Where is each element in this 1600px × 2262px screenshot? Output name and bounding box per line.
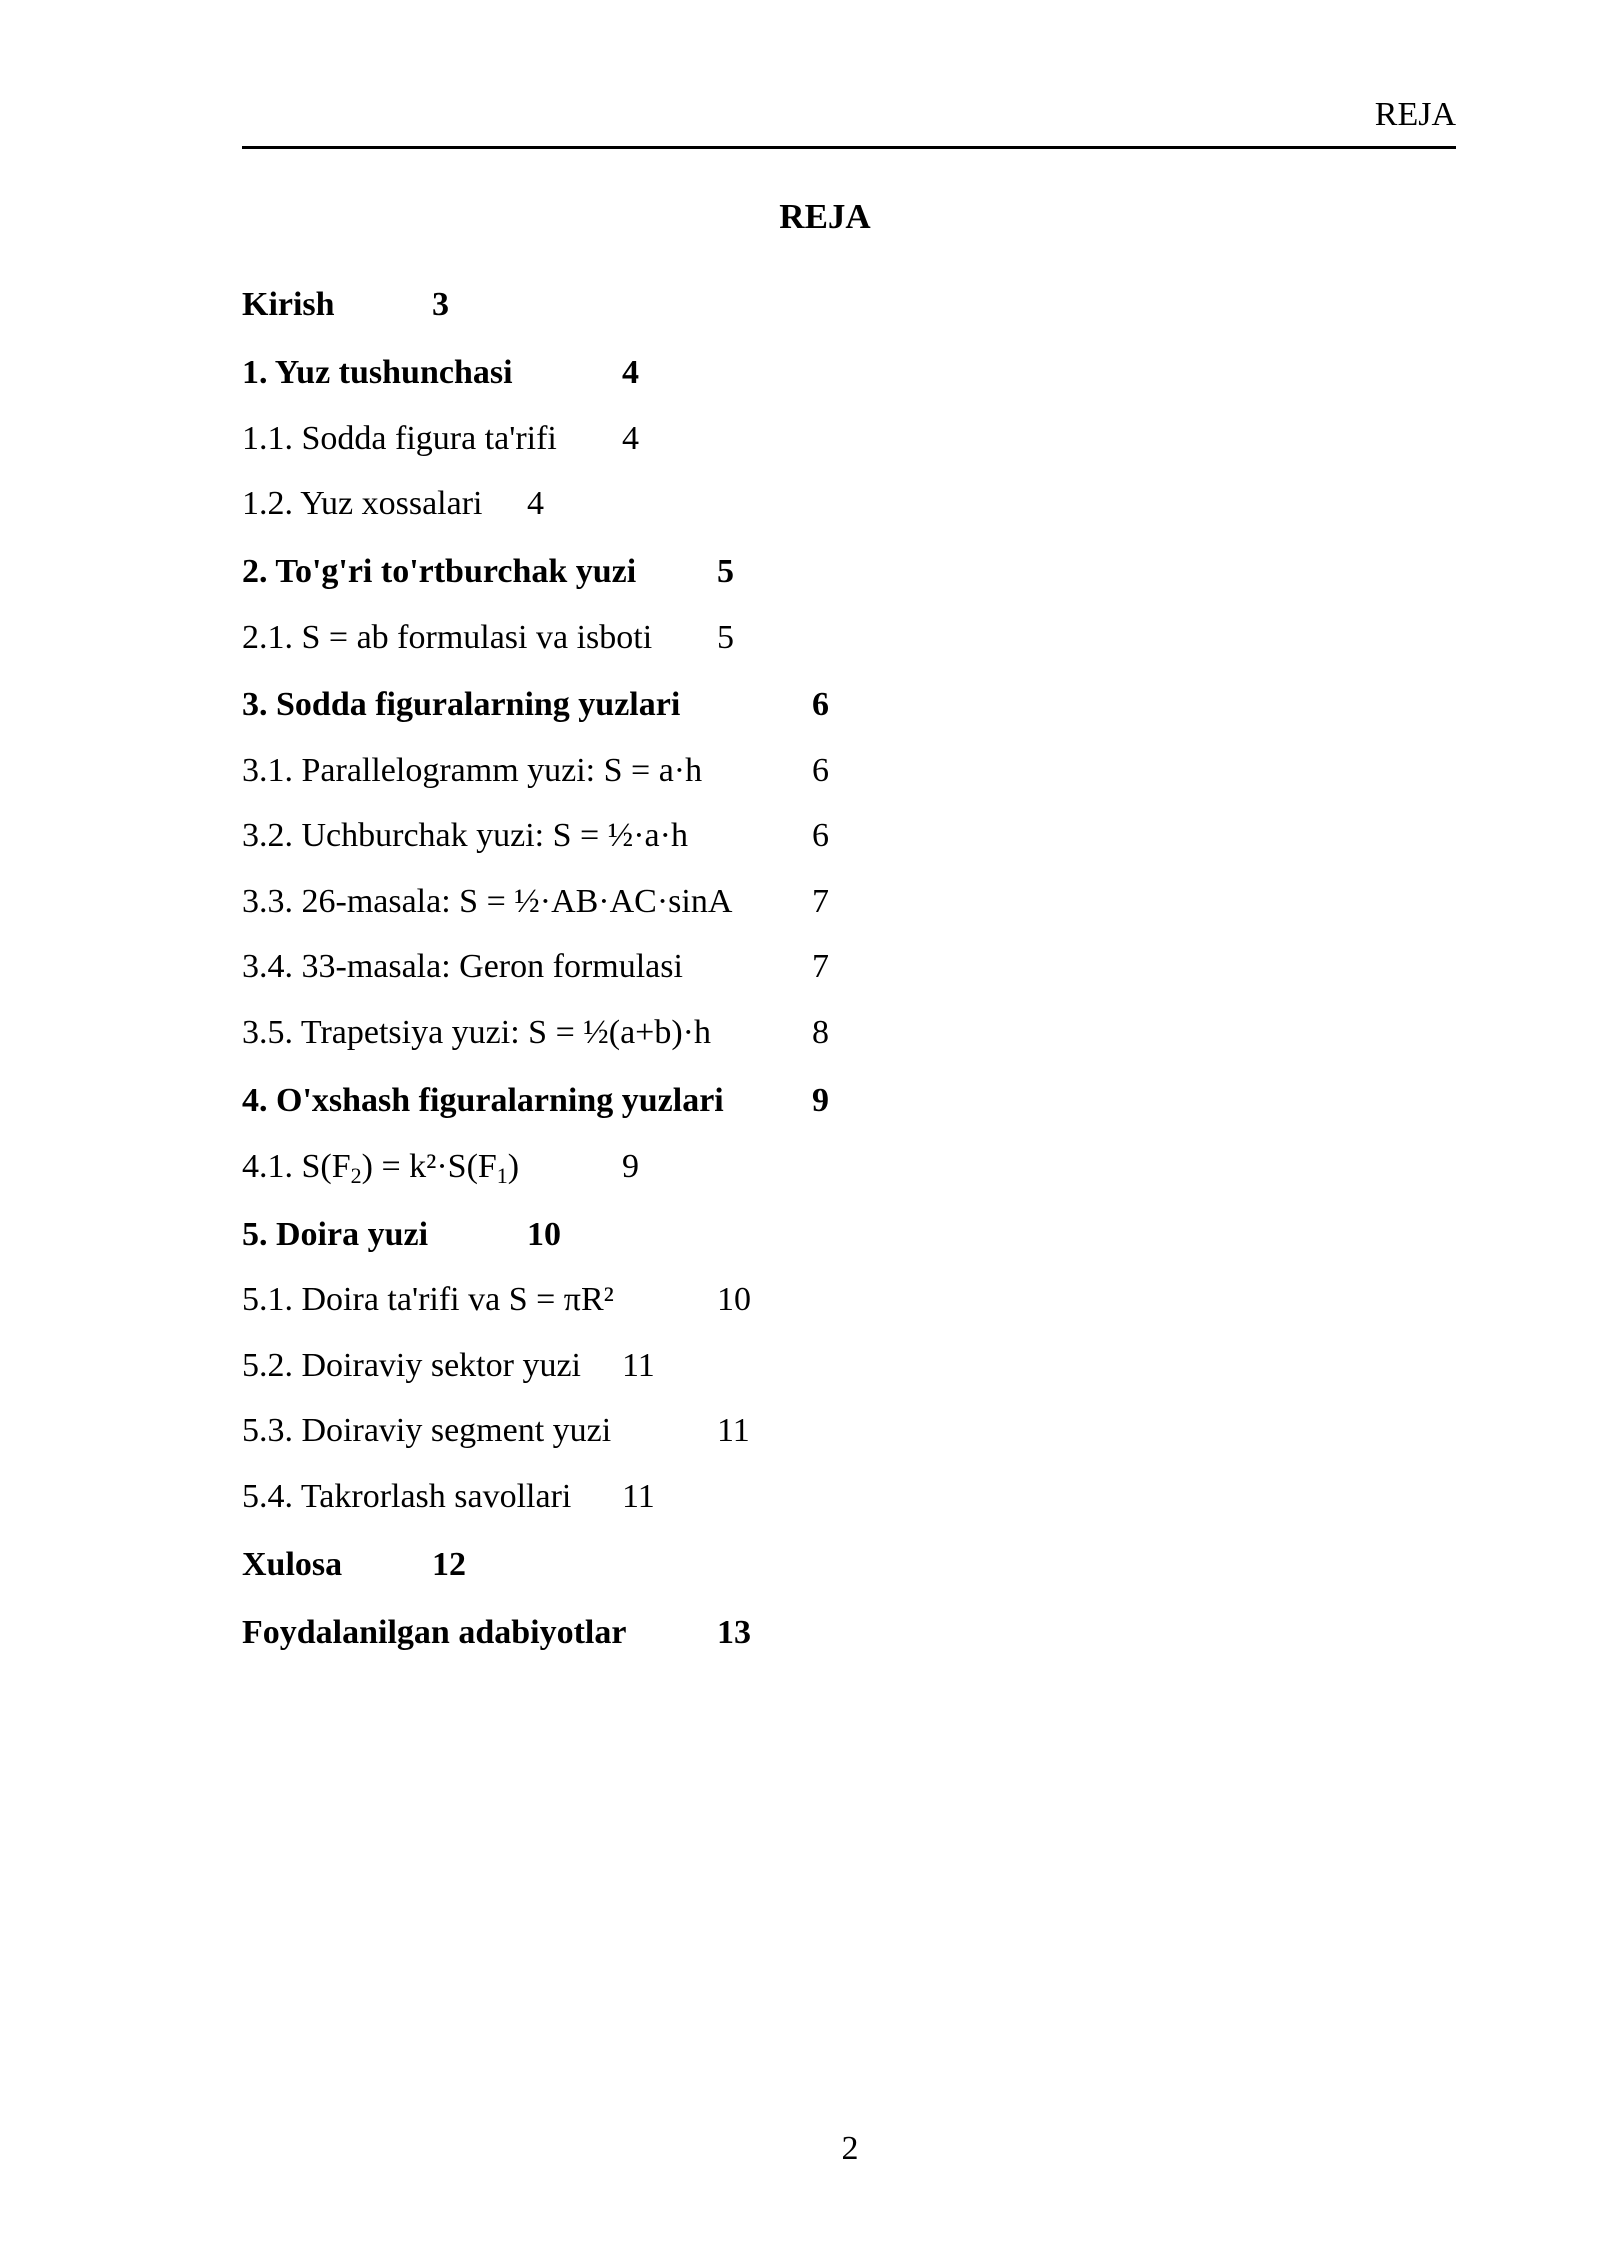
- toc-entry-page: 9: [812, 1082, 829, 1119]
- toc-entry-page: 10: [527, 1216, 561, 1253]
- toc-entry-section-3-5: [242, 1008, 829, 1058]
- toc-entry-text: 5.3. Doiraviy segment yuzi: [242, 1412, 612, 1449]
- toc-entry-text: 3.1. Parallelogramm yuzi: S = a·h: [242, 752, 703, 789]
- toc-entry-page: 11: [622, 1347, 655, 1384]
- header-rule: [242, 146, 1456, 149]
- toc-entry-text: 1.1. Sodda figura ta'rifi: [242, 420, 557, 457]
- toc-entry-page: 5: [717, 619, 734, 656]
- toc-entry-section-1-2: [242, 479, 544, 529]
- toc-entry-page: 11: [622, 1478, 655, 1515]
- toc-entry-xulosa: [242, 1540, 466, 1590]
- toc-entry-page: 13: [717, 1614, 751, 1651]
- toc-entry-page: 4: [527, 485, 544, 522]
- toc-entry-text: 3.4. 33-masala: Geron formulasi: [242, 948, 683, 985]
- toc-entry-page: 6: [812, 817, 829, 854]
- page-number: 2: [841, 2130, 859, 2167]
- toc-entry-page: 4: [622, 420, 639, 457]
- running-header: REJA: [1374, 96, 1456, 133]
- toc-entry-text: 3.2. Uchburchak yuzi: S = ½·a·h: [242, 817, 688, 854]
- toc-entry-section-3-4: [242, 942, 829, 992]
- toc-formula-part: ): [507, 1148, 520, 1185]
- toc-entry-section-5-1: [242, 1275, 751, 1325]
- toc-entry-text: 1.2. Yuz xossalari: [242, 485, 483, 522]
- toc-entry-section-2-1: [242, 613, 734, 663]
- toc-entry-section-5-3: [242, 1406, 750, 1456]
- toc-entry-section-4-1: [242, 1142, 639, 1192]
- toc-entry-section-2: [242, 547, 734, 597]
- toc-entry-page: 7: [812, 883, 829, 920]
- toc-entry-text: [242, 1142, 622, 1192]
- toc-entry-page: 8: [812, 1014, 829, 1051]
- toc-entry-text: 2.1. S = ab formulasi va isboti: [242, 619, 653, 656]
- toc-entry-page: 12: [432, 1546, 466, 1583]
- toc-entry-page: 9: [622, 1148, 639, 1185]
- toc-entry-section-3-2: [242, 811, 829, 861]
- toc-entry-page: 6: [812, 752, 829, 789]
- toc-entry-page: 4: [622, 354, 639, 391]
- toc-entry-text: Xulosa: [242, 1546, 343, 1583]
- toc-entry-text: 3. Sodda figuralarning yuzlari: [242, 686, 681, 723]
- toc-entry-section-1: [242, 348, 639, 398]
- toc-formula-part: 4.1. S(F: [242, 1148, 351, 1185]
- toc-entry-text: 2. To'g'ri to'rtburchak yuzi: [242, 553, 637, 590]
- toc-entry-section-4: [242, 1076, 829, 1126]
- toc-formula-subscript: 2: [350, 1163, 362, 1188]
- page-title: REJA: [779, 197, 871, 236]
- toc-entry-text: 5.1. Doira ta'rifi va S = πR²: [242, 1281, 614, 1318]
- toc-entry-page: 5: [717, 553, 734, 590]
- toc-entry-text: 5.4. Takrorlash savollari: [242, 1478, 572, 1515]
- toc-entry-text: 4. O'xshash figuralarning yuzlari: [242, 1082, 724, 1119]
- toc-entry-section-5-4: [242, 1472, 655, 1522]
- toc-formula-subscript: 1: [496, 1163, 508, 1188]
- toc-entry-section-5: [242, 1210, 561, 1260]
- toc-entry-text: Foydalanilgan adabiyotlar: [242, 1614, 627, 1651]
- toc-entry-section-3-1: [242, 746, 829, 796]
- toc-entry-section-3: [242, 680, 829, 730]
- toc-entry-kirish: [242, 280, 449, 330]
- toc-entry-page: 3: [432, 286, 449, 323]
- toc-entry-text: 5. Doira yuzi: [242, 1216, 429, 1253]
- toc-entry-bibliography: [242, 1608, 751, 1658]
- toc-entry-section-1-1: [242, 414, 639, 464]
- toc-entry-page: 7: [812, 948, 829, 985]
- toc-formula-part: ) = k²·S(F: [361, 1148, 497, 1185]
- toc-entry-text: 3.5. Trapetsiya yuzi: S = ½(a+b)·h: [242, 1014, 711, 1051]
- toc-entry-section-3-3: [242, 877, 829, 927]
- toc-entry-text: 1. Yuz tushunchasi: [242, 354, 513, 391]
- toc-entry-section-5-2: [242, 1341, 655, 1391]
- toc-entry-text: Kirish: [242, 286, 335, 323]
- toc-entry-page: 10: [717, 1281, 751, 1318]
- toc-entry-text: 3.3. 26-masala: S = ½·AB·AC·sinA: [242, 883, 733, 920]
- toc-entry-page: 6: [812, 686, 829, 723]
- toc-entry-text: 5.2. Doiraviy sektor yuzi: [242, 1347, 581, 1384]
- toc-entry-page: 11: [717, 1412, 750, 1449]
